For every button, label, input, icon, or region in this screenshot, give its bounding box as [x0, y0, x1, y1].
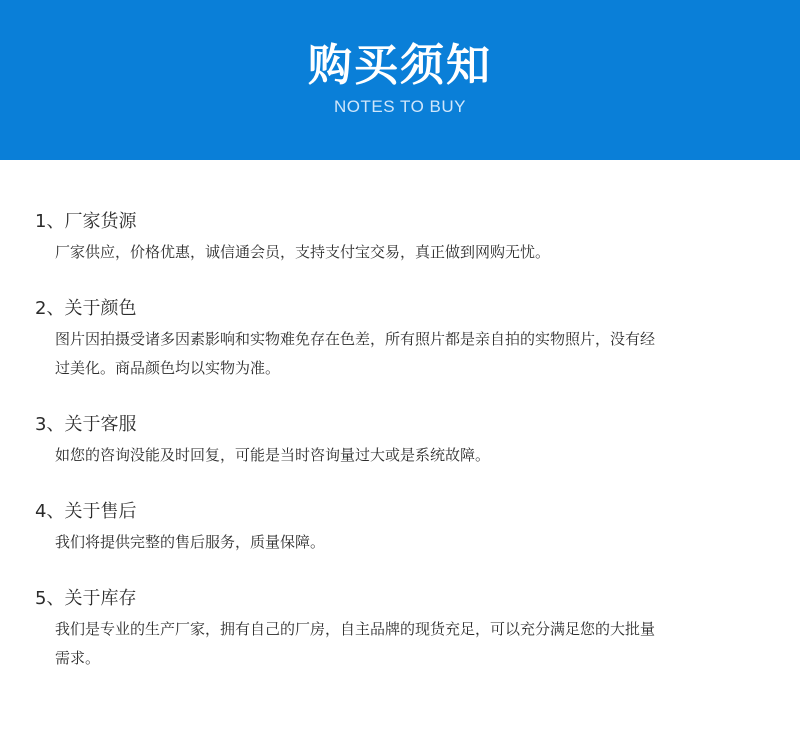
notice-body — [55, 441, 755, 470]
notice-heading: 1、厂家货源 — [35, 211, 137, 232]
notice-body — [55, 238, 755, 267]
notice-text-line: 需求。 — [55, 649, 101, 667]
notice-text-line: 过美化。商品颜色均以实物为准。 — [55, 359, 281, 377]
notice-text-line: 我们将提供完整的售后服务，质量保障。 — [55, 533, 326, 551]
notice-text-line: 厂家供应，价格优惠，诚信通会员，支持支付宝交易，真正做到网购无忧。 — [55, 243, 551, 261]
page-title: 购买须知 — [308, 40, 492, 91]
notice-text-line: 如您的咨询没能及时回复，可能是当时咨询量过大或是系统故障。 — [55, 446, 491, 464]
notice-heading: 2、关于颜色 — [35, 298, 137, 319]
notice-text-line: 图片因拍摄受诸多因素影响和实物难免存在色差，所有照片都是亲自拍的实物照片，没有经 — [55, 330, 656, 348]
notice-heading: 3、关于客服 — [35, 414, 137, 435]
header-banner — [0, 0, 800, 160]
notice-body — [55, 325, 755, 383]
notice-heading: 5、关于库存 — [35, 588, 137, 609]
page-subtitle: NOTES TO BUY — [334, 97, 466, 116]
notice-body — [55, 615, 755, 673]
notice-heading: 4、关于售后 — [35, 501, 137, 522]
notice-body — [55, 528, 755, 557]
notice-text-line: 我们是专业的生产厂家，拥有自己的厂房，自主品牌的现货充足，可以充分满足您的大批量 — [55, 620, 656, 638]
